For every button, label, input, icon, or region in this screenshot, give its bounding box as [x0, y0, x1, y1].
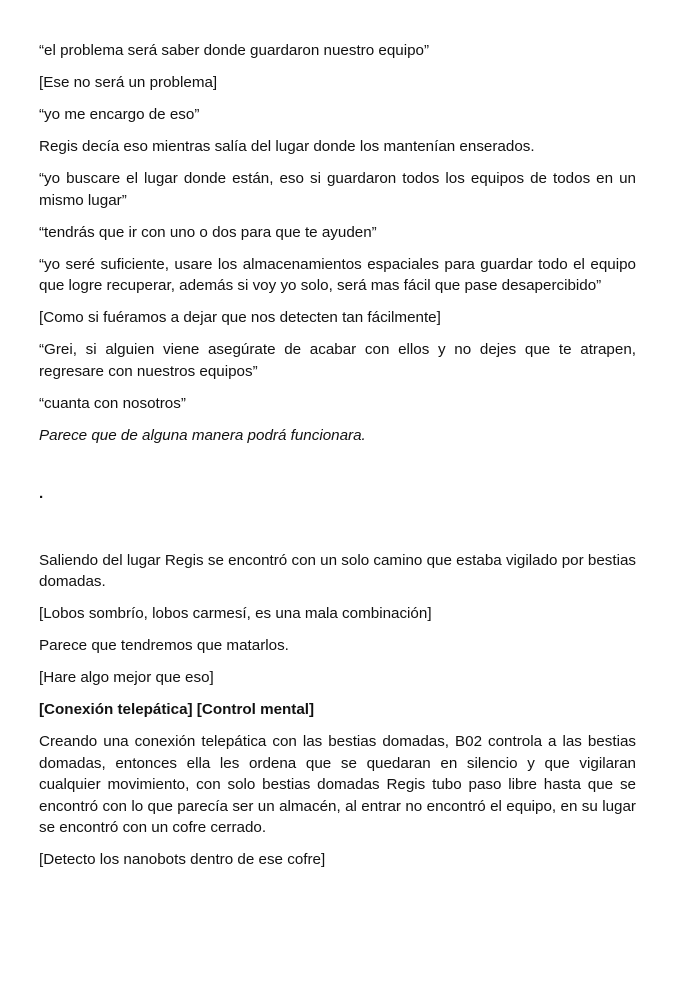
paragraph: “Grei, si alguien viene asegúrate de acabar con ellos y no dejes que te atrapen, regresare con nuestros equipos” [39, 341, 636, 380]
paragraph: [Ese no será un problema] [39, 74, 218, 91]
paragraph: “el problema será saber donde guardaron nuestro equipo” [39, 42, 430, 59]
paragraph: “cuanta con nosotros” [39, 394, 186, 412]
paragraph: [Como si fuéramos a dejar que nos detecten tan fácilmente] [39, 309, 441, 326]
paragraph: [Detecto los nanobots dentro de ese cofre] [39, 851, 326, 868]
paragraph: “yo buscare el lugar donde están, eso si guardaron todos los equipos de todos en un mismo lugar” [39, 170, 636, 209]
paragraph: Creando una conexión telepática con las bestias domadas, B02 controla a las bestias domadas, entonces ella les ordena que se quedaran en silencio y que vigilaran cualquier movimiento, con solo bestias domadas Regis tubo paso libre hasta que se encontró con lo que parecía ser un almacén, al entrar no encontró el equipo, en su lugar se encontró con un cofre cerrado. [39, 733, 636, 836]
skill-names-line: [Conexión telepática] [Control mental] [39, 701, 315, 718]
paragraph: “yo me encargo de eso” [39, 106, 200, 123]
paragraph: Saliendo del lugar Regis se encontró con un solo camino que estaba vigilado por bestias domadas. [39, 551, 636, 590]
paragraph: Parece que tendremos que matarlos. [39, 637, 289, 654]
section-separator: . [39, 485, 44, 502]
paragraph: “yo seré suficiente, usare los almacenamientos espaciales para guardar todo el equipo que logre recuperar, además si voy yo solo, será mas fácil que pase desapercibido” [39, 255, 636, 294]
section-gap [39, 505, 636, 550]
paragraph: “tendrás que ir con uno o dos para que te ayuden” [39, 223, 377, 241]
document-body [39, 40, 636, 881]
paragraph: [Lobos sombrío, lobos carmesí, es una mala combinación] [39, 605, 432, 622]
italic-thought-line: Parece que de alguna manera podrá funcionara. [39, 426, 366, 444]
paragraph: Regis decía eso mientras salía del lugar donde los mantenían enserados. [39, 138, 535, 155]
paragraph: [Hare algo mejor que eso] [39, 669, 214, 686]
